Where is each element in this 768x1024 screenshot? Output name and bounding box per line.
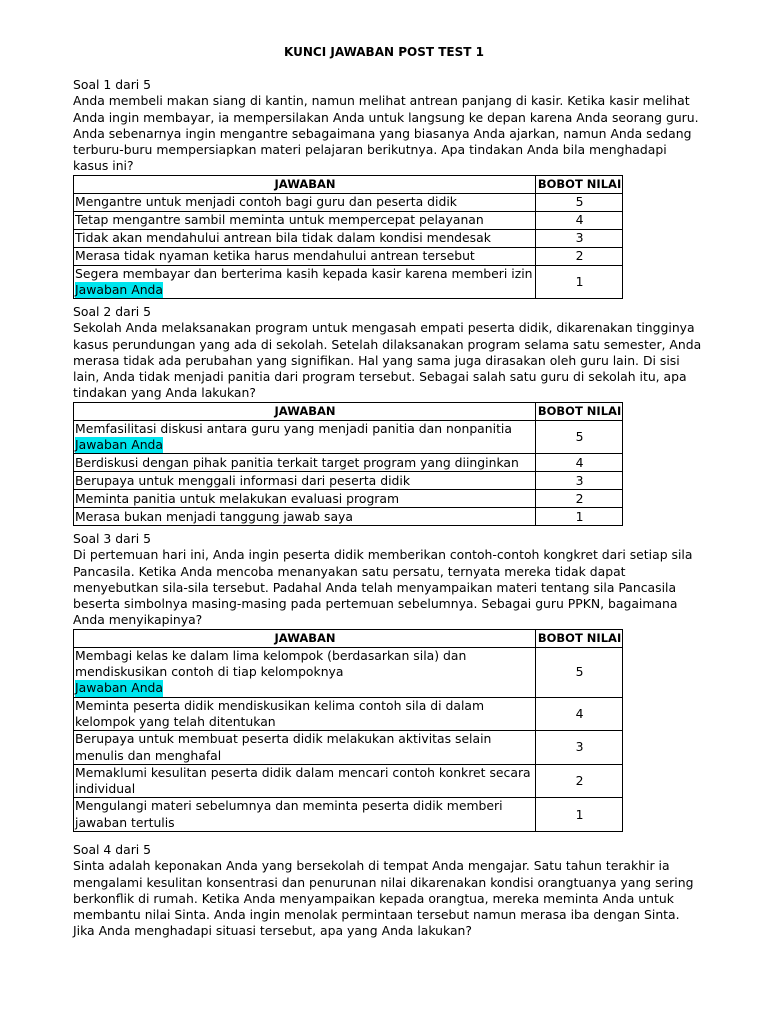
answer-cell: Meminta peserta didik mendiskusikan kelima contoh sila di dalam kelompok yang telah ditentukan xyxy=(74,697,536,731)
score-cell: 5 xyxy=(536,420,623,454)
score-cell: 4 xyxy=(536,454,623,472)
table-row xyxy=(74,798,623,832)
answer-table xyxy=(73,629,623,832)
table-header-row xyxy=(74,629,623,647)
table-row xyxy=(74,490,623,508)
answer-cell: Tidak akan mendahului antrean bila tidak dalam kondisi mendesak xyxy=(74,229,536,247)
table-row xyxy=(74,697,623,731)
header-score: BOBOT NILAI xyxy=(536,402,623,420)
score-cell: 3 xyxy=(536,731,623,765)
table-row xyxy=(74,247,623,265)
question-label: Soal 3 dari 5 xyxy=(73,531,152,546)
answer-cell: Meminta panitia untuk melakukan evaluasi program xyxy=(74,490,536,508)
table-row xyxy=(74,731,623,765)
question-3 xyxy=(73,531,703,832)
table-row xyxy=(74,454,623,472)
answer-cell: Berupaya untuk membuat peserta didik melakukan aktivitas selain menulis dan menghafal xyxy=(74,731,536,765)
table-header-row xyxy=(74,402,623,420)
answer-cell: Mengantre untuk menjadi contoh bagi guru dan peserta didik xyxy=(74,193,536,211)
answer-cell: Merasa bukan menjadi tanggung jawab saya xyxy=(74,508,536,526)
selected-answer-highlight: Jawaban Anda xyxy=(75,282,164,298)
header-answer: JAWABAN xyxy=(74,175,536,193)
score-cell: 3 xyxy=(536,472,623,490)
answer-cell: Merasa tidak nyaman ketika harus mendahului antrean tersebut xyxy=(74,247,536,265)
score-cell: 5 xyxy=(536,193,623,211)
table-row xyxy=(74,508,623,526)
question-text: Sekolah Anda melaksanakan program untuk mengasah empati peserta didik, dikarenakan tingginya kasus perundungan yang ada di sekolah. Setelah dilaksanakan program selama satu semester, Anda merasa tidak ada perubahan yang signifikan. Hal yang sama juga dirasakan oleh guru lain. Di sisi lain, Anda tidak menjadi panitia dari program tersebut. Sebagai salah satu guru di sekolah itu, apa tindakan yang Anda lakukan? xyxy=(73,320,702,401)
table-header-row xyxy=(74,175,623,193)
score-cell: 4 xyxy=(536,697,623,731)
selected-answer-highlight: Jawaban Anda xyxy=(75,680,164,696)
question-text: Di pertemuan hari ini, Anda ingin peserta didik memberikan contoh-contoh kongkret dari setiap sila Pancasila. Ketika Anda mencoba menanyakan satu persatu, ternyata mereka tidak dapat menyebutkan sila-sila tersebut. Padahal Anda telah menyampaikan materi tentang sila Pancasila beserta simbolnya masing-masing pada pertemuan sebelumnya. Sebagai guru PPKN, bagaimana Anda menyikapinya? xyxy=(73,547,693,628)
answer-text: Membagi kelas ke dalam lima kelompok (berdasarkan sila) dan mendiskusikan contoh di tiap kelompoknya xyxy=(75,647,467,680)
question-4 xyxy=(73,842,703,940)
table-row xyxy=(74,764,623,798)
question-text: Sinta adalah keponakan Anda yang bersekolah di tempat Anda mengajar. Satu tahun terakhir ia mengalami kesulitan konsentrasi dan penurunan nilai dikarenakan kondisi orangtuanya yang sering berkonflik di rumah. Ketika Anda menyampaikan kepada orangtua, mereka meminta Anda untuk membantu nilai Sinta. Anda ingin menolak permintaan tersebut namun merasa iba dengan Sinta. Jika Anda menghadapi situasi tersebut, apa yang Anda lakukan? xyxy=(73,858,694,939)
answer-cell xyxy=(74,265,536,299)
header-score: BOBOT NILAI xyxy=(536,629,623,647)
score-cell: 2 xyxy=(536,490,623,508)
answer-cell: Memaklumi kesulitan peserta didik dalam mencari contoh konkret secara individual xyxy=(74,764,536,798)
table-row xyxy=(74,193,623,211)
answer-cell xyxy=(74,420,536,454)
question-1 xyxy=(73,77,703,299)
answer-cell xyxy=(74,647,536,697)
answer-table xyxy=(73,175,623,300)
document-title: KUNCI JAWABAN POST TEST 1 xyxy=(284,45,484,59)
table-row xyxy=(74,229,623,247)
answer-cell: Berupaya untuk menggali informasi dari peserta didik xyxy=(74,472,536,490)
question-label: Soal 1 dari 5 xyxy=(73,77,152,92)
score-cell: 1 xyxy=(536,265,623,299)
score-cell: 2 xyxy=(536,764,623,798)
score-cell: 4 xyxy=(536,211,623,229)
question-2 xyxy=(73,304,703,526)
score-cell: 2 xyxy=(536,247,623,265)
header-answer: JAWABAN xyxy=(74,629,536,647)
answer-cell: Tetap mengantre sambil meminta untuk mempercepat pelayanan xyxy=(74,211,536,229)
selected-answer-highlight: Jawaban Anda xyxy=(75,437,164,453)
question-text: Anda membeli makan siang di kantin, namun melihat antrean panjang di kasir. Ketika kasir melihat Anda ingin membayar, ia mempersilakan Anda untuk langsung ke depan karena Anda seorang guru. Anda sebenarnya ingin mengantre sebagaimana yang biasanya Anda ajarkan, namun Anda sedang terburu-buru mempersiapkan materi pelajaran berikutnya. Apa tindakan Anda bila menghadapi kasus ini? xyxy=(73,93,699,174)
question-label: Soal 4 dari 5 xyxy=(73,842,152,857)
question-label: Soal 2 dari 5 xyxy=(73,304,152,319)
answer-cell: Mengulangi materi sebelumnya dan meminta peserta didik memberi jawaban tertulis xyxy=(74,798,536,832)
score-cell: 5 xyxy=(536,647,623,697)
table-row xyxy=(74,647,623,697)
score-cell: 3 xyxy=(536,229,623,247)
answer-text: Segera membayar dan berterima kasih kepada kasir karena memberi izin xyxy=(75,265,533,281)
header-answer: JAWABAN xyxy=(74,402,536,420)
table-row xyxy=(74,472,623,490)
table-row xyxy=(74,265,623,299)
answer-table xyxy=(73,402,623,527)
header-score: BOBOT NILAI xyxy=(536,175,623,193)
score-cell: 1 xyxy=(536,798,623,832)
table-row xyxy=(74,420,623,454)
answer-text: Memfasilitasi diskusi antara guru yang menjadi panitia dan nonpanitia xyxy=(75,420,512,436)
answer-cell: Berdiskusi dengan pihak panitia terkait target program yang diinginkan xyxy=(74,454,536,472)
score-cell: 1 xyxy=(536,508,623,526)
table-row xyxy=(74,211,623,229)
